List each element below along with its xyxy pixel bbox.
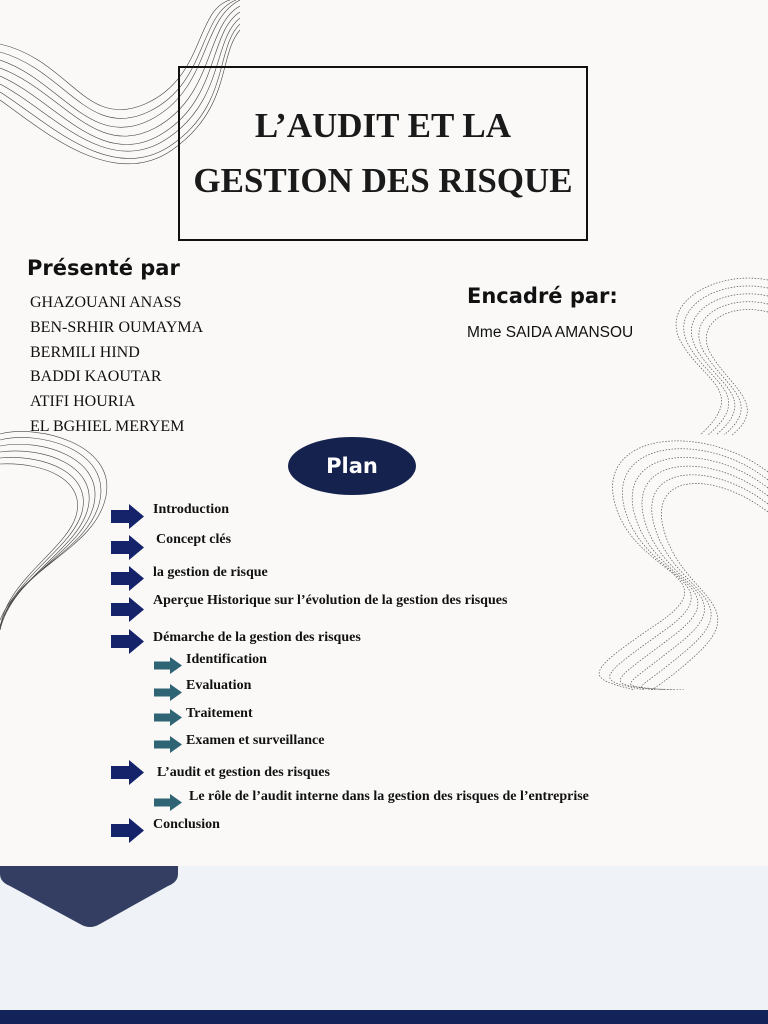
sub-arrow-right-icon: [154, 657, 182, 674]
footer-bar: [0, 1010, 768, 1024]
plan-badge: [288, 437, 416, 495]
presenter-name: ATIFI HOURIA: [30, 393, 136, 411]
arrow-right-icon: [111, 504, 144, 529]
arrow-right-icon: [111, 818, 144, 843]
sub-arrow-right-icon: [154, 709, 182, 726]
wave-decoration-left: [0, 430, 120, 630]
arrow-right-icon: [111, 535, 144, 560]
sub-arrow-right-icon: [154, 794, 182, 811]
plan-item-approach: Démarche de la gestion des risques: [153, 630, 361, 645]
sub-arrow-right-icon: [154, 736, 182, 753]
presenter-name: BERMILI HIND: [30, 343, 140, 361]
arrow-right-icon: [111, 629, 144, 654]
plan-subitem-evaluation: Evaluation: [186, 678, 252, 693]
presenter-name: BADDI KAOUTAR: [30, 368, 162, 386]
arrow-right-icon: [111, 760, 144, 785]
wave-decoration-right-top: [660, 270, 768, 435]
title-line-1: L’AUDIT ET LA: [254, 106, 512, 146]
title-line-2: GESTION DES RISQUE: [193, 160, 573, 200]
supervisor-name: Mme SAIDA AMANSOU: [467, 324, 634, 341]
sub-arrow-right-icon: [154, 684, 182, 701]
ribbon-decoration: [0, 866, 180, 930]
arrow-right-icon: [111, 597, 144, 622]
plan-subitem-monitoring: Examen et surveillance: [186, 733, 325, 748]
plan-subitem-internal-audit-role: Le rôle de l’audit interne dans la gestion des risques de l’entreprise: [189, 789, 589, 804]
plan-item-concepts: Concept clés: [156, 532, 232, 547]
plan-item-history: Aperçue Historique sur l’évolution de la gestion des risques: [153, 593, 508, 608]
arrow-right-icon: [111, 566, 144, 591]
presenter-list: [30, 291, 203, 440]
supervised-by-heading: Encadré par:: [467, 284, 618, 308]
plan-label: Plan: [326, 454, 378, 478]
plan-item-introduction: Introduction: [153, 502, 229, 517]
presented-by-heading: Présenté par: [27, 256, 180, 280]
plan-item-audit-risk: L’audit et gestion des risques: [157, 765, 330, 780]
wave-decoration-right: [585, 430, 768, 690]
plan-item-risk-management: la gestion de risque: [153, 565, 268, 580]
plan-item-conclusion: Conclusion: [153, 817, 220, 832]
plan-subitem-identification: Identification: [186, 652, 267, 667]
presenter-name: GHAZOUANI ANASS: [30, 294, 182, 311]
presenter-name: EL BGHIEL MERYEM: [30, 417, 185, 435]
title-box: [178, 66, 588, 241]
presenter-name: BEN-SRHIR OUMAYMA: [30, 318, 204, 336]
plan-subitem-treatment: Traitement: [186, 706, 253, 721]
